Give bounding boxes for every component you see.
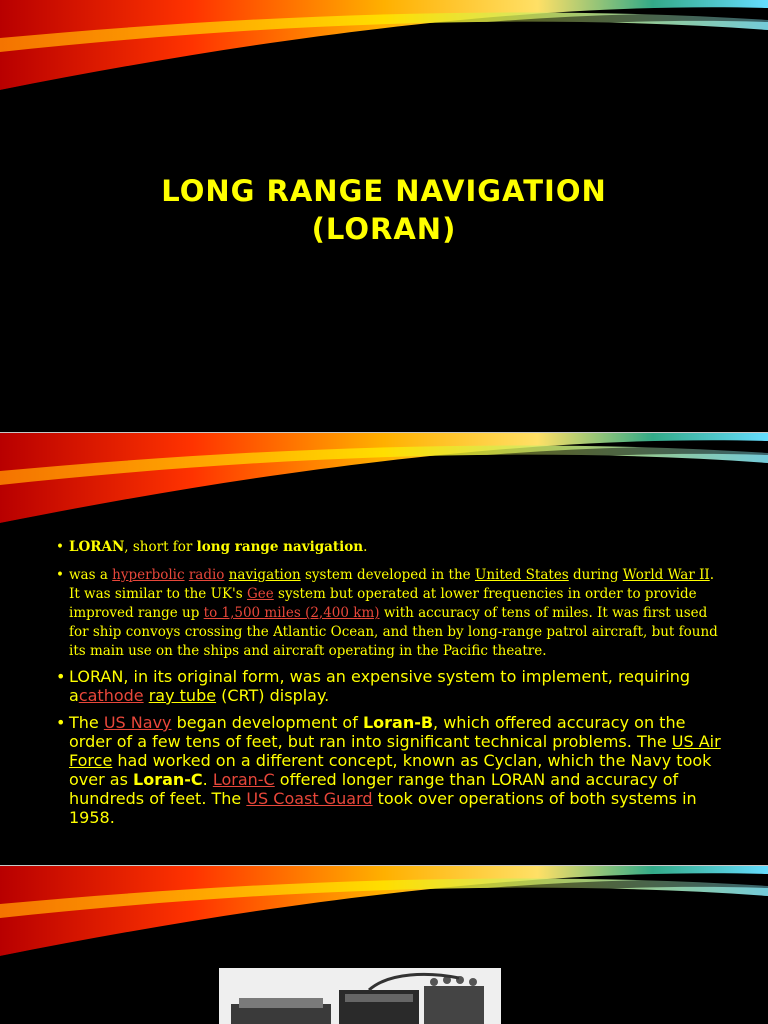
text: was a: [69, 567, 113, 583]
link-us-air-force[interactable]: US Air Force: [69, 732, 721, 770]
slide-content: [0, 433, 768, 865]
link-us-navy[interactable]: US Navy: [103, 713, 172, 732]
term-loran-c: Loran-C: [133, 770, 203, 789]
link-gee[interactable]: Gee: [247, 586, 274, 602]
text: system but operated at lower frequencies in order to provide improved range up: [69, 586, 697, 621]
slide-image: [0, 866, 768, 1024]
text: . It was similar to the UK's: [69, 567, 715, 602]
bullet-item: [56, 566, 728, 661]
loran-equipment-photo: [219, 968, 501, 1024]
text: LORAN, in its original form, was an expensive system to implement, requiring a: [69, 667, 691, 705]
text: system developed in the: [300, 567, 475, 583]
link-us-coast-guard[interactable]: US Coast Guard: [246, 789, 373, 808]
text: The: [69, 713, 104, 732]
term-loran: LORAN: [69, 539, 125, 555]
decorative-swoosh: [0, 866, 768, 976]
bullet-dot-icon: •: [56, 713, 66, 732]
text: .: [202, 770, 213, 789]
link-range[interactable]: to 1,500 miles (2,400 km): [203, 605, 380, 621]
link-navigation[interactable]: navigation: [228, 567, 301, 583]
bullet-dot-icon: •: [56, 667, 66, 686]
link-radio[interactable]: radio: [188, 567, 225, 583]
equipment-illustration: [219, 968, 501, 1024]
link-united-states[interactable]: United States: [474, 567, 569, 583]
bullet-item: [56, 667, 728, 705]
title-line-1: LONG RANGE NAVIGATION: [161, 174, 607, 208]
bullet-dot-icon: •: [56, 567, 64, 583]
term-loran-b: Loran-B: [362, 713, 434, 732]
title-line-2: (LORAN): [311, 212, 457, 246]
text: with accuracy of tens of miles. It was first used for ship convoys crossing the Atlantic Ocean, and then by long-range patrol aircraft, but found its main use on the ships and aircraft operating in the Pacific theatre.: [69, 605, 718, 659]
link-world-war-ii[interactable]: World War II: [622, 567, 710, 583]
bullet-list: [56, 538, 728, 827]
link-loran-c[interactable]: Loran-C: [212, 770, 275, 789]
text: , short for: [124, 539, 197, 555]
text: (CRT) display.: [216, 686, 330, 705]
term-long-range-navigation: long range navigation: [196, 539, 364, 555]
text: took over operations of both systems in 1958.: [69, 789, 697, 827]
text: during: [568, 567, 623, 583]
bullet-dot-icon: •: [56, 539, 64, 555]
text: , which offered accuracy on the order of a few tens of feet, but ran into significant technical problems. The: [69, 713, 686, 751]
link-hyperbolic[interactable]: hyperbolic: [112, 567, 185, 583]
text: had worked on a different concept, known as Cyclan, which the Navy took over as: [69, 751, 712, 789]
text: began development of: [171, 713, 363, 732]
text: offered longer range than LORAN and accuracy of hundreds of feet. The: [69, 770, 679, 808]
link-cathode[interactable]: cathode: [78, 686, 144, 705]
slide-title-text: [0, 172, 768, 248]
bullet-item: [56, 713, 728, 827]
slide-title: [0, 0, 768, 432]
decorative-swoosh: [0, 433, 768, 543]
decorative-swoosh: [0, 0, 768, 110]
text: .: [363, 539, 368, 555]
link-ray-tube[interactable]: ray tube: [148, 686, 217, 705]
bullet-item: [56, 538, 728, 557]
